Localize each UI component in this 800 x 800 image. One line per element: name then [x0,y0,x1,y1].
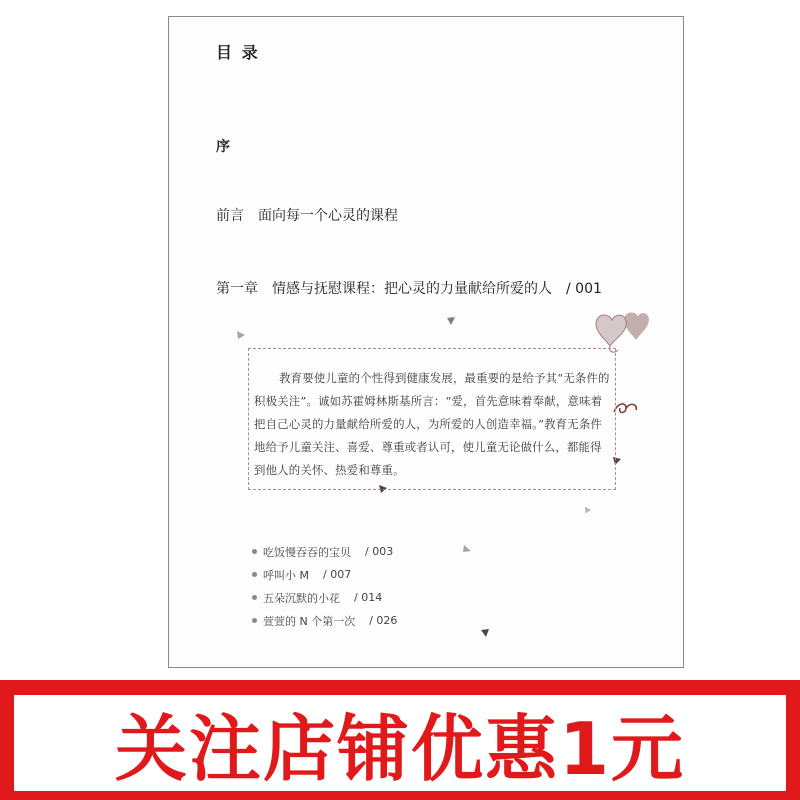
list-item [252,609,397,632]
foreword-label: 前言 [216,208,244,224]
section-list [252,540,397,632]
section-page: / 007 [323,568,352,581]
bullet-icon [252,549,257,554]
triangle-icon [584,506,592,514]
chapter-title: 情感与抚慰课程：把心灵的力量献给所爱的人 [272,281,552,297]
bullet-icon [252,595,257,600]
list-item [252,540,397,563]
swirl-icon [612,398,640,418]
toc-title: 目 录 [216,43,260,62]
section-page: / 003 [365,545,394,558]
preface-heading: 序 [216,139,230,155]
triangle-icon [480,628,490,638]
section-page: / 026 [369,614,398,627]
promo-banner-text: 关注店铺优惠1元 [114,707,686,791]
foreword-heading [216,205,398,225]
section-title: 呼叫小 M [263,568,309,582]
triangle-icon [446,316,456,326]
section-title: 五朵沉默的小花 [263,591,340,605]
section-page: / 014 [354,591,383,604]
chapter-label: 第一章 [216,281,258,297]
section-title: 吃饭慢吞吞的宝贝 [263,545,351,559]
list-item [252,563,397,586]
chapter-heading [216,278,602,298]
bullet-icon [252,618,257,623]
quote-text: 教育要使儿童的个性得到健康发展，最重要的是给予其“无条件的积极关注”。诚如苏霍姆林斯基所言：“爱，首先意味着奉献，意味着把自己心灵的力量献给所爱的人，为所爱的人创造幸福。”教育无条件地给予儿童关注、喜爱、尊重或者认可，使儿童无论做什么，都能得到他人的关怀、热爱和尊重。 [254,371,610,477]
triangle-icon [236,330,246,340]
bullet-icon [252,572,257,577]
section-title: 萱萱的 N 个第一次 [263,614,356,628]
list-item [252,586,397,609]
chapter-page: / 001 [566,281,602,297]
triangle-icon [462,544,472,554]
foreword-title: 面向每一个心灵的课程 [258,208,398,224]
